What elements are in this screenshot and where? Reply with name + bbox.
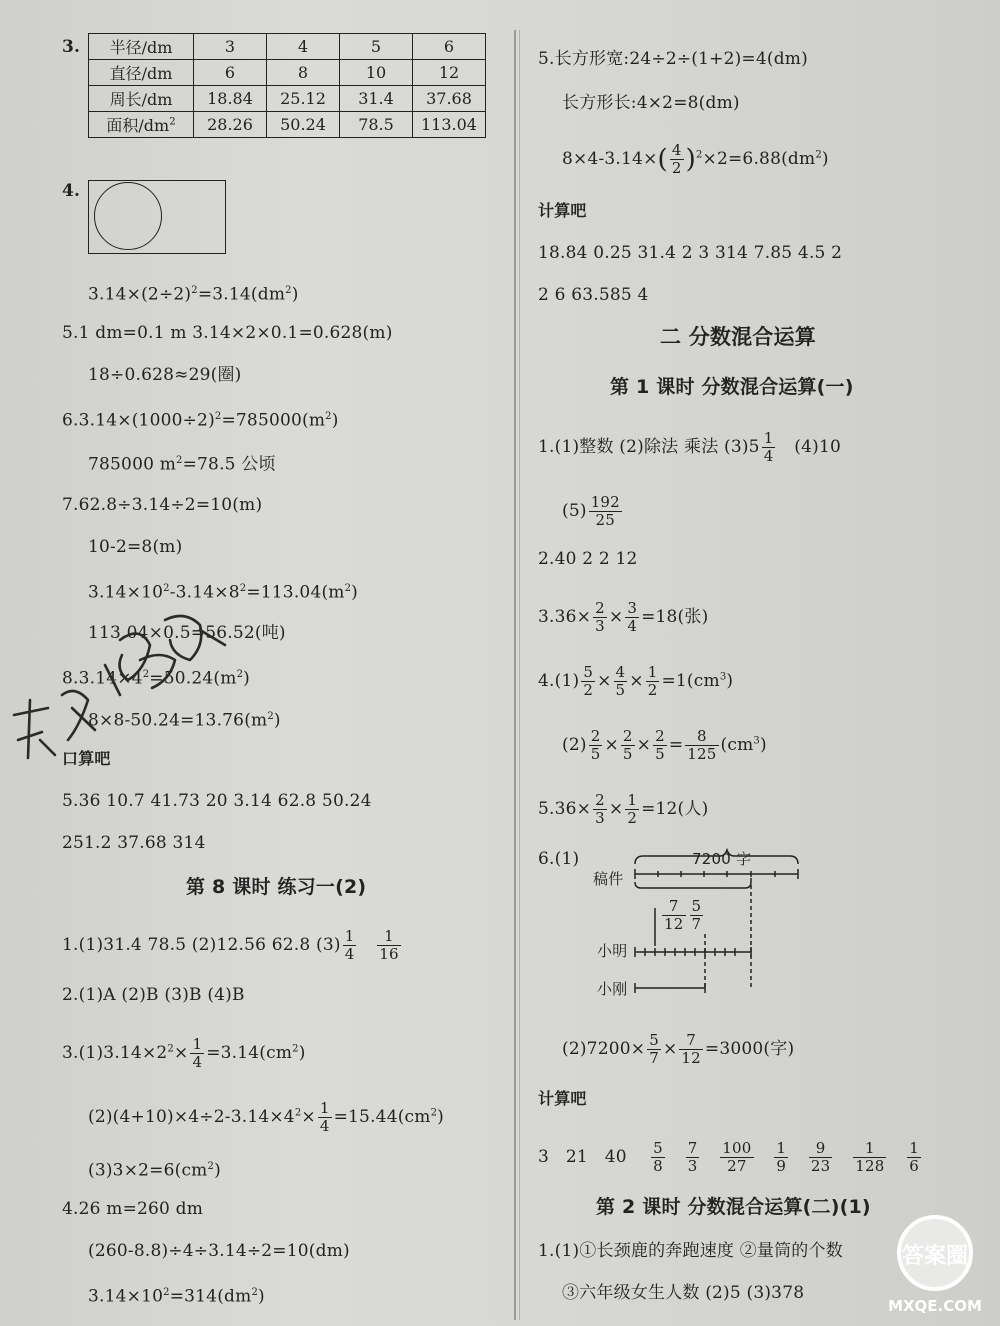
table-row (89, 86, 486, 112)
lesson-1-title: 第 1 课时 分数混合运算(一) (610, 376, 854, 398)
q5-line-1: 5.1 dm=0.1 m 3.14×2×0.1=0.628(m) (62, 323, 393, 343)
circle-figure (94, 182, 162, 250)
table-cell: 4 (267, 34, 340, 60)
fraction: $\frac{7}{12}$ (681, 1031, 701, 1067)
fraction: $\frac{3}{4}$ (627, 599, 638, 635)
l2-q1-b: ③六年级女生人数 (2)5 (3)378 (562, 1283, 805, 1303)
question-number-3: 3. (62, 37, 81, 57)
fraction: $\frac{1}{4}$ (344, 927, 355, 963)
jisuan-title-1: 计算吧 (538, 201, 587, 220)
circle-table (88, 33, 486, 138)
svg-text:答案圈: 答案圈 (901, 1244, 969, 1269)
l1-q4-1: 4.(1) $\frac{5}{2}$ × $\frac{4}{5}$ × $\frac{1}{2}$ $=1(cm^3)$ (538, 663, 734, 699)
q6-line-1: $6.3.14\times(1000\div 2)^2=785000(m^2)$ (62, 410, 339, 431)
kousuan-row-1: 5.36 10.7 41.73 20 3.14 62.8 50.24 (62, 791, 372, 811)
table-cell: 6 (194, 60, 267, 86)
fraction: $\frac{1}{9}$ (776, 1139, 787, 1175)
lesson-8-title: 第 8 课时 练习一(2) (186, 876, 367, 898)
fraction: $\frac{1}{6}$ (909, 1139, 920, 1175)
fraction: $\frac{1}{4}$ (763, 429, 774, 465)
fraction: $\frac{4}{5}$ (615, 663, 626, 699)
fraction: $\frac{2}{5}$ (622, 727, 633, 763)
chapter-title: 二 分数混合运算 (660, 325, 816, 349)
column-divider-shadow (519, 30, 520, 1320)
fraction: $\frac{9}{23}$ (810, 1139, 831, 1175)
table-cell: 12 (413, 60, 486, 86)
table-cell: 8 (267, 60, 340, 86)
diagram-row-3-label: 小刚 (597, 980, 628, 998)
fraction: $\frac{7}{3}$ (687, 1139, 698, 1175)
fraction: $\frac{8}{125}$ (687, 727, 717, 763)
table-cell: 面积$/dm^2$ (89, 112, 194, 138)
q7-line-4: 113.04×0.5=56.52(吨) (88, 623, 286, 643)
r-q5-line-1: 5.长方形宽:24÷2÷(1+2)=4(dm) (538, 49, 808, 69)
lesson-2-title: 第 2 课时 分数混合运算(二)(1) (596, 1196, 871, 1218)
l1-q2: 2.40 2 2 12 (538, 549, 638, 569)
fraction: $\frac{1}{2}$ (627, 791, 638, 827)
kousuan-row-2: 251.2 37.68 314 (62, 833, 206, 853)
fraction: $\frac{2}{3}$ (595, 791, 605, 827)
fraction: $\frac{4}{2}$ (671, 141, 682, 177)
fraction: $\frac{192}{25}$ (590, 493, 620, 529)
fraction: $\frac{5}{7}$ (649, 1031, 659, 1067)
l1-q6-label: 6.(1) (538, 849, 580, 869)
l1-q3: 3.36× $\frac{2}{3}$ × $\frac{3}{4}$ =18(张) (538, 599, 709, 635)
l2-q1-a: 1.(1)①长颈鹿的奔跑速度 ②量筒的个数 (538, 1241, 843, 1261)
table-row (89, 60, 486, 86)
l8-q4-3: $3.14\times 10^2=314(dm^2)$ (88, 1286, 265, 1307)
jisuan-title-2: 计算吧 (538, 1089, 587, 1108)
q7-line-3: $3.14\times 10^2-3.14\times 8^2=113.04(m^2)$ (88, 582, 359, 603)
l8-q3-3: $(3)3\times 2=6(cm^2)$ (88, 1160, 221, 1181)
q7-line-1: 7.62.8÷3.14÷2=10(m) (62, 495, 263, 515)
l8-q2: 2.(1)A (2)B (3)B (4)B (62, 985, 245, 1005)
svg-text:MXQE.COM: MXQE.COM (888, 1297, 982, 1315)
fraction: $\frac{7}{12}$ (664, 897, 684, 933)
table-cell: 6 (413, 34, 486, 60)
l1-q1-a: 1.(1)整数 (2)除法 乘法 (3)5 $\frac{1}{4}$ (4)10 (538, 429, 841, 465)
diagram-row-1-label: 稿件 (593, 870, 624, 888)
l8-q4-1: 4.26 m=260 dm (62, 1199, 204, 1219)
table-row (89, 34, 486, 60)
fraction: $\frac{1}{128}$ (855, 1139, 885, 1175)
column-divider (514, 30, 516, 1320)
fraction: $\frac{5}{2}$ (583, 663, 594, 699)
r-q5-line-3: 8×4-3.14×( $\frac{4}{2}$ )$^2\times 2=6.88(dm^2)$ (562, 141, 829, 177)
diagram-fractions (660, 898, 705, 933)
l8-q3-2: $(2)(4+10)\times 4\div 2-3.14\times 4^2\times$ $\frac{1}{4}$ $=15.44(cm^2)$ (88, 1099, 444, 1135)
fraction: $\frac{5}{7}$ (691, 897, 702, 933)
l1-q5: 5.36× $\frac{2}{3}$ × $\frac{1}{2}$ =12(人) (538, 791, 709, 827)
fraction: $\frac{5}{8}$ (653, 1139, 663, 1175)
table-cell: 周长/dm (89, 86, 194, 112)
table-cell: 10 (340, 60, 413, 86)
q8-line-2: $8\times 8-50.24=13.76(m^2)$ (88, 710, 281, 731)
l1-q1-b: (5) $\frac{192}{25}$ (562, 493, 620, 529)
watermark-stamp-icon (880, 1205, 990, 1320)
table-cell: 直径/dm (89, 60, 194, 86)
l8-q1: 1.(1)31.4 78.5 (2)12.56 62.8 (3) $\frac{1}{4}$ $\frac{1}{16}$ (62, 927, 399, 963)
q6-line-2: 785000 $m^2=78.5$ 公顷 (88, 454, 276, 475)
table-cell: 5 (340, 34, 413, 60)
jisuan-2-row: 3 21 40 $\frac{5}{8}$ $\frac{7}{3}$ $\frac{100}{27}$ $\frac{1}{9}$ $\frac{9}{23}$ $\frac{1}{128}$ $\frac{1}{6}$ (538, 1139, 920, 1175)
fraction: $\frac{1}{4}$ (192, 1035, 203, 1071)
table-cell: 31.4 (340, 86, 413, 112)
watermark-logo (880, 1205, 990, 1320)
q7-line-2: 10-2=8(m) (88, 537, 183, 557)
table-cell: 78.5 (340, 112, 413, 138)
jisuan-1-row-2: 2 6 63.585 4 (538, 285, 649, 305)
fraction: $\frac{1}{16}$ (379, 927, 399, 963)
kousuan-title: 口算吧 (62, 749, 111, 768)
q5-line-2: 18÷0.628≈29(圈) (88, 365, 242, 385)
fraction: $\frac{2}{5}$ (590, 727, 601, 763)
diagram-row-2-label: 小明 (597, 942, 628, 960)
l1-q4-2: (2) $\frac{2}{5}$ × $\frac{2}{5}$ × $\frac{2}{5}$ = $\frac{8}{125}$ $(cm^3)$ (562, 727, 767, 763)
table-row (89, 112, 486, 138)
l1-q6-2: (2)7200× $\frac{5}{7}$ × $\frac{7}{12}$ =3000(字) (562, 1031, 795, 1067)
table-cell: 113.04 (413, 112, 486, 138)
fraction: $\frac{100}{27}$ (722, 1139, 752, 1175)
fraction: $\frac{2}{5}$ (655, 727, 665, 763)
table-cell: 25.12 (267, 86, 340, 112)
fraction: $\frac{1}{4}$ (319, 1099, 330, 1135)
table-cell: 28.26 (194, 112, 267, 138)
q8-line-1: $8.3.14\times 4^2=50.24(m^2)$ (62, 668, 250, 689)
table-cell: 37.68 (413, 86, 486, 112)
diagram-total-label: 7200 字 (692, 850, 752, 868)
q4-answer: $3.14\times(2\div 2)^2=3.14(dm^2)$ (88, 284, 299, 305)
l8-q3-1: $3.(1)3.14\times 2^2\times$ $\frac{1}{4}$ $=3.14(cm^2)$ (62, 1035, 306, 1071)
table-cell: 3 (194, 34, 267, 60)
table-cell: 半径/dm (89, 34, 194, 60)
fraction: $\frac{1}{2}$ (647, 663, 658, 699)
jisuan-1-row-1: 18.84 0.25 31.4 2 3 314 7.85 4.5 2 (538, 243, 843, 263)
table-cell: 18.84 (194, 86, 267, 112)
fraction: $\frac{2}{3}$ (595, 599, 605, 635)
r-q5-line-2: 长方形长:4×2=8(dm) (562, 93, 740, 113)
table-cell: 50.24 (267, 112, 340, 138)
handwriting-scribble-icon (0, 600, 240, 770)
question-number-4: 4. (62, 181, 81, 201)
l8-q4-2: (260-8.8)÷4÷3.14÷2=10(dm) (88, 1241, 350, 1261)
